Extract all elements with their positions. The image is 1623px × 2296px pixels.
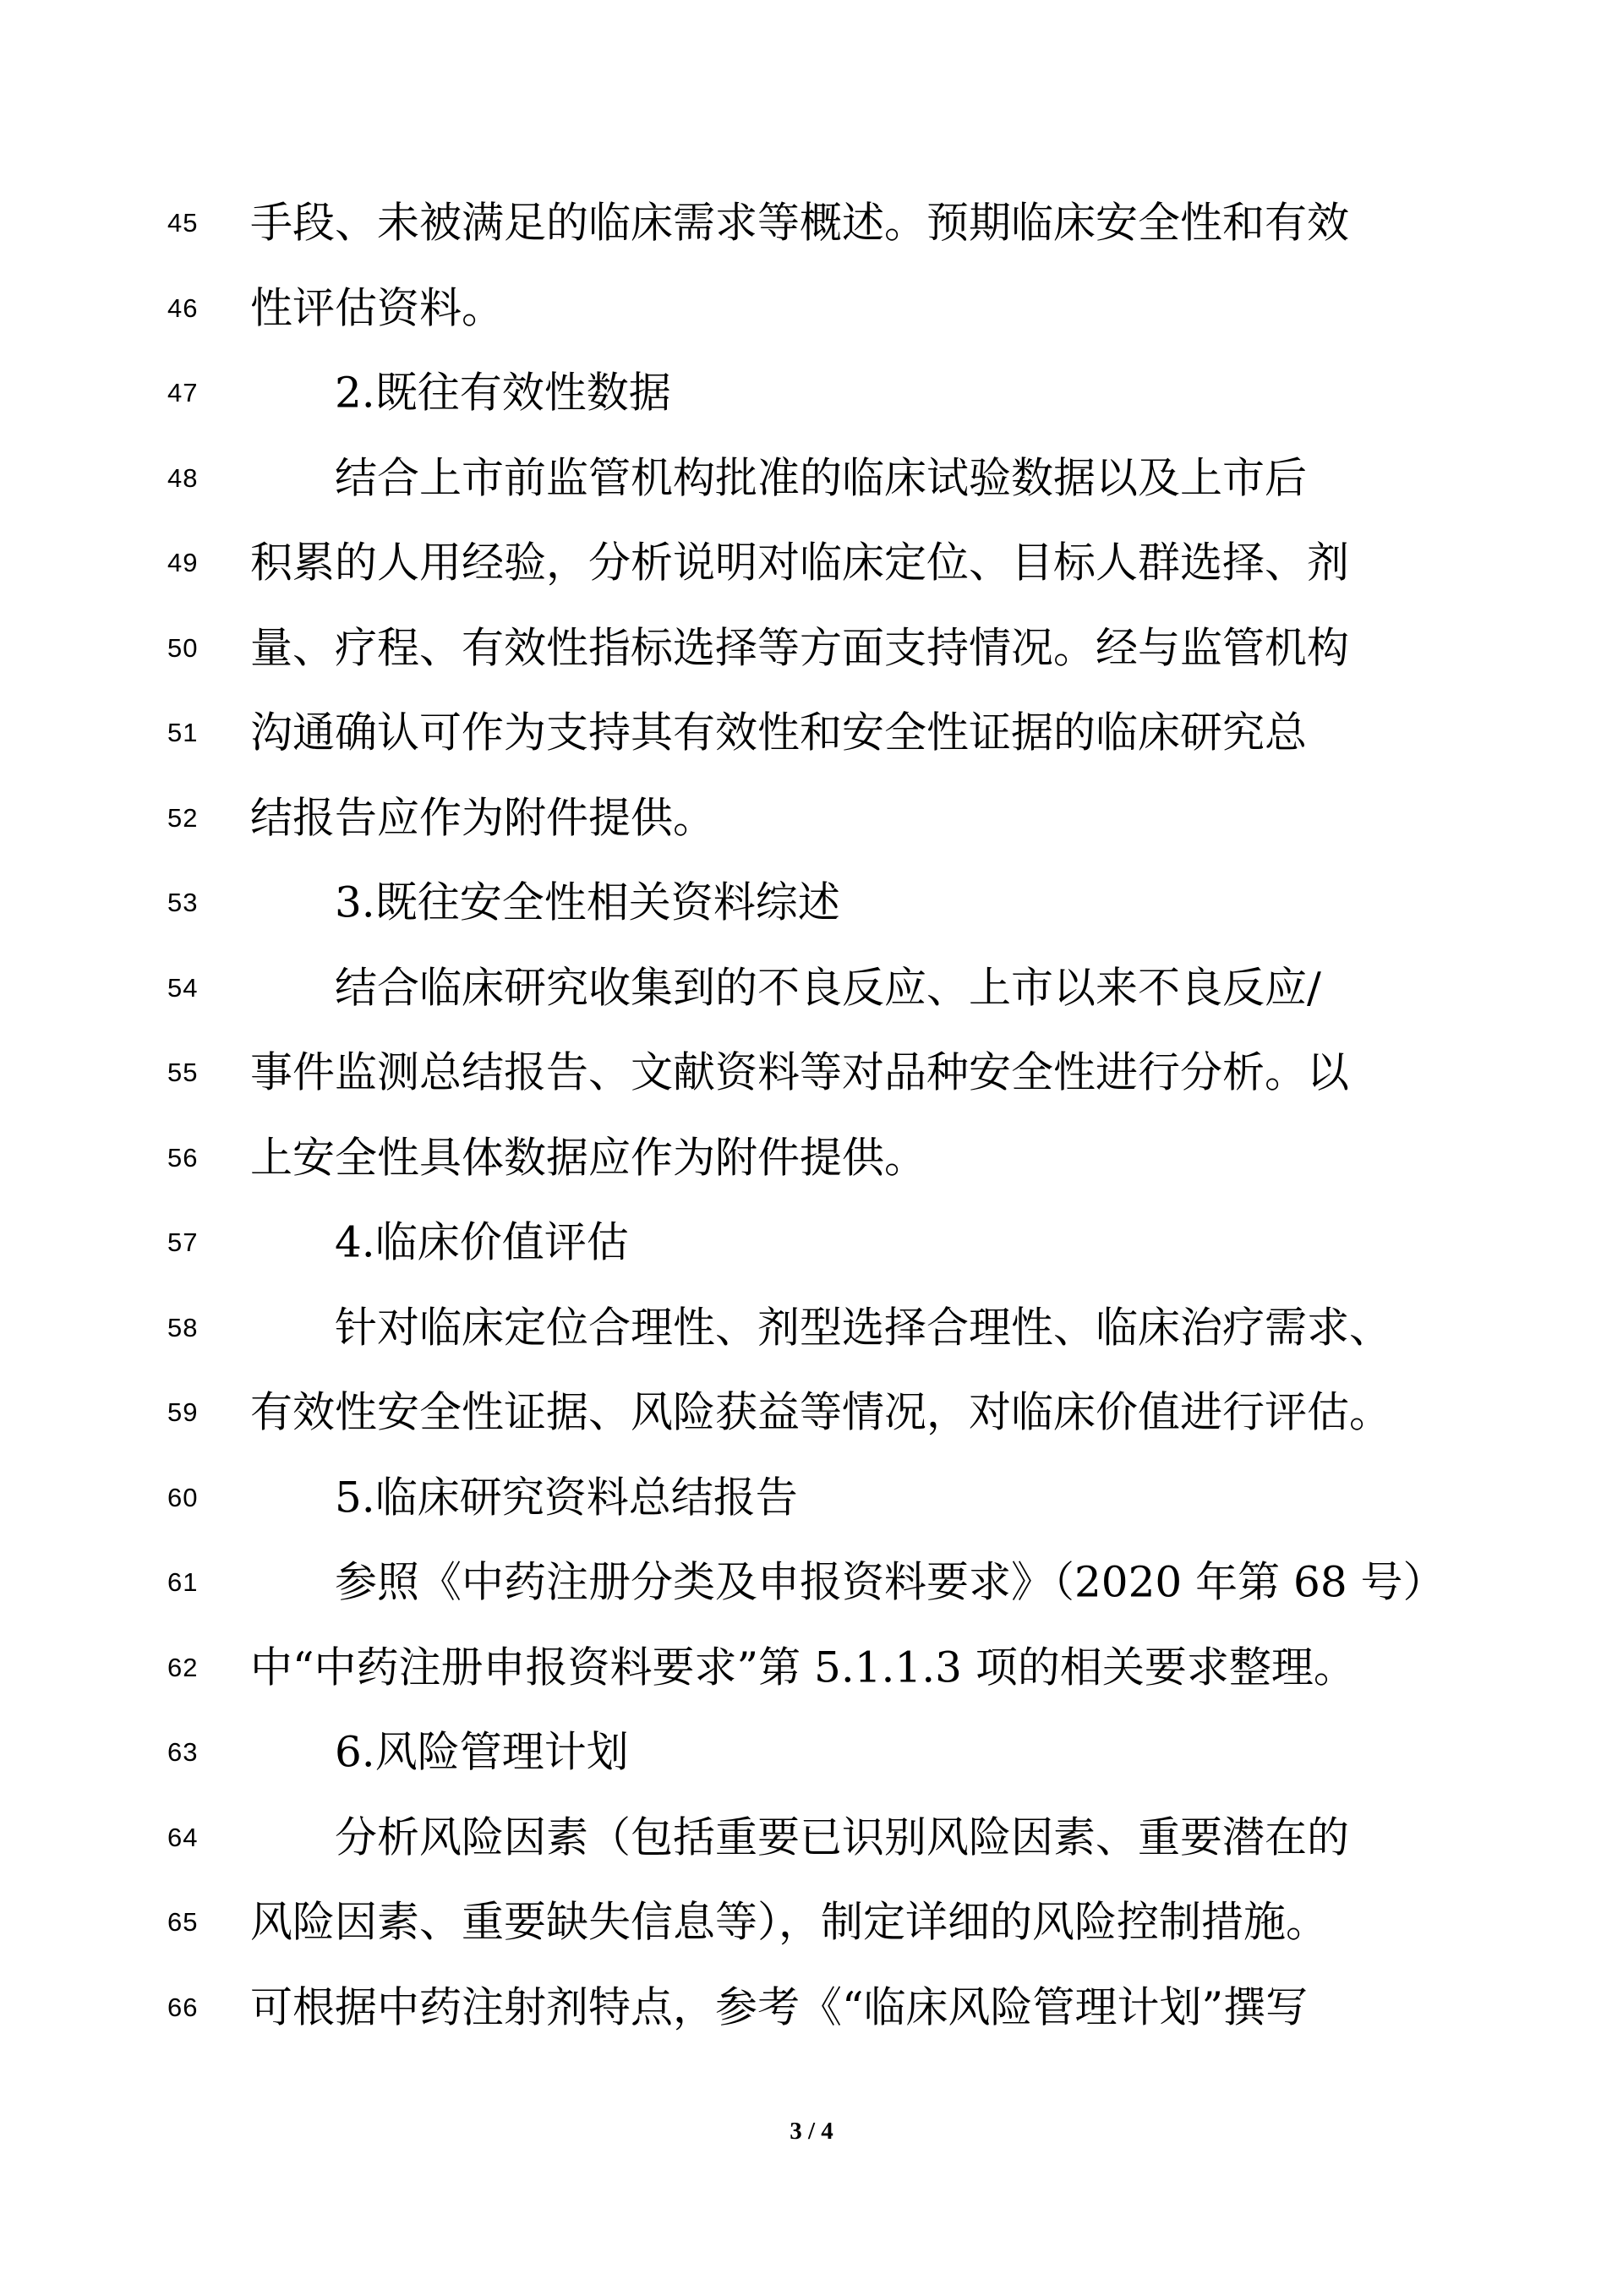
line-text: 中“中药注册申报资料要求”第 5.1.1.3 项的相关要求整理。 [250,1643,1356,1692]
document-line [0,1286,1623,1371]
document-line [0,1880,1623,1965]
line-text: 量、疗程、有效性指标选择等方面支持情况。经与监管机构 [250,623,1349,673]
line-number: 45 [167,208,199,238]
line-number: 58 [167,1312,199,1342]
line-text: 6.风险管理计划 [335,1727,629,1777]
line-number: 55 [167,1058,199,1088]
line-text: 沟通确认可作为支持其有效性和安全性证据的临床研究总 [250,708,1307,757]
line-text: 5.临床研究资料总结报告 [335,1473,798,1522]
line-number: 63 [167,1737,199,1768]
line-number: 66 [167,1992,199,2022]
page-number: 3 / 4 [790,2118,833,2145]
line-text: 有效性安全性证据、风险获益等情况，对临床价值进行评估。 [250,1387,1391,1437]
line-number: 47 [167,378,199,408]
line-text: 2.既往有效性数据 [335,368,671,418]
line-text: 结合上市前监管机构批准的临床试验数据以及上市后 [335,453,1307,503]
line-number: 48 [167,462,199,493]
line-text: 针对临床定位合理性、剂型选择合理性、临床治疗需求、 [335,1303,1391,1353]
document-line [0,266,1623,352]
line-text: 风险因素、重要缺失信息等），制定详细的风险控制措施。 [250,1897,1328,1947]
document-line [0,691,1623,776]
document-line [0,1965,1623,2051]
document-line [0,946,1623,1031]
line-number: 54 [167,972,199,1003]
document-line [0,1200,1623,1286]
line-number: 57 [167,1227,199,1258]
line-number: 50 [167,632,199,663]
document-line [0,351,1623,436]
document-line [0,1116,1623,1201]
document-line [0,606,1623,692]
line-number: 65 [167,1907,199,1938]
line-text: 参照《中药注册分类及申报资料要求》（2020 年第 68 号） [335,1557,1445,1607]
document-line [0,1796,1623,1881]
line-text: 事件监测总结报告、文献资料等对品种安全性进行分析。以 [250,1047,1349,1097]
line-number: 49 [167,548,199,578]
line-number: 61 [167,1567,199,1598]
line-text: 手段、未被满足的临床需求等概述。预期临床安全性和有效 [250,198,1349,248]
line-number: 62 [167,1652,199,1682]
line-number: 53 [167,888,199,918]
document-line [0,521,1623,606]
document-line [0,776,1623,861]
document-line [0,1370,1623,1456]
document-body [0,181,1623,2050]
line-text: 积累的人用经验，分析说明对临床定位、目标人群选择、剂 [250,538,1349,588]
document-line [0,1710,1623,1796]
line-text: 3.既往安全性相关资料综述 [335,877,840,927]
line-text: 4.临床价值评估 [335,1217,629,1267]
line-number: 56 [167,1142,199,1173]
line-text: 可根据中药注射剂特点，参考《“临床风险管理计划”撰写 [250,1982,1309,2032]
document-line [0,1030,1623,1116]
document-line [0,436,1623,522]
line-text: 分析风险因素（包括重要已识别风险因素、重要潜在的 [335,1812,1349,1862]
line-text: 结合临床研究收集到的不良反应、上市以来不良反应/ [335,963,1321,1013]
line-text: 性评估资料。 [250,283,504,333]
line-number: 64 [167,1822,199,1852]
line-number: 52 [167,802,199,833]
line-number: 59 [167,1397,199,1428]
document-line [0,1540,1623,1626]
document-line [0,1626,1623,1711]
document-line [0,861,1623,946]
line-number: 51 [167,718,199,748]
line-number: 60 [167,1482,199,1512]
line-text: 结报告应作为附件提供。 [250,793,715,843]
document-line [0,1456,1623,1541]
document-line [0,181,1623,266]
line-text: 上安全性具体数据应作为附件提供。 [250,1133,926,1183]
line-number: 46 [167,292,199,323]
